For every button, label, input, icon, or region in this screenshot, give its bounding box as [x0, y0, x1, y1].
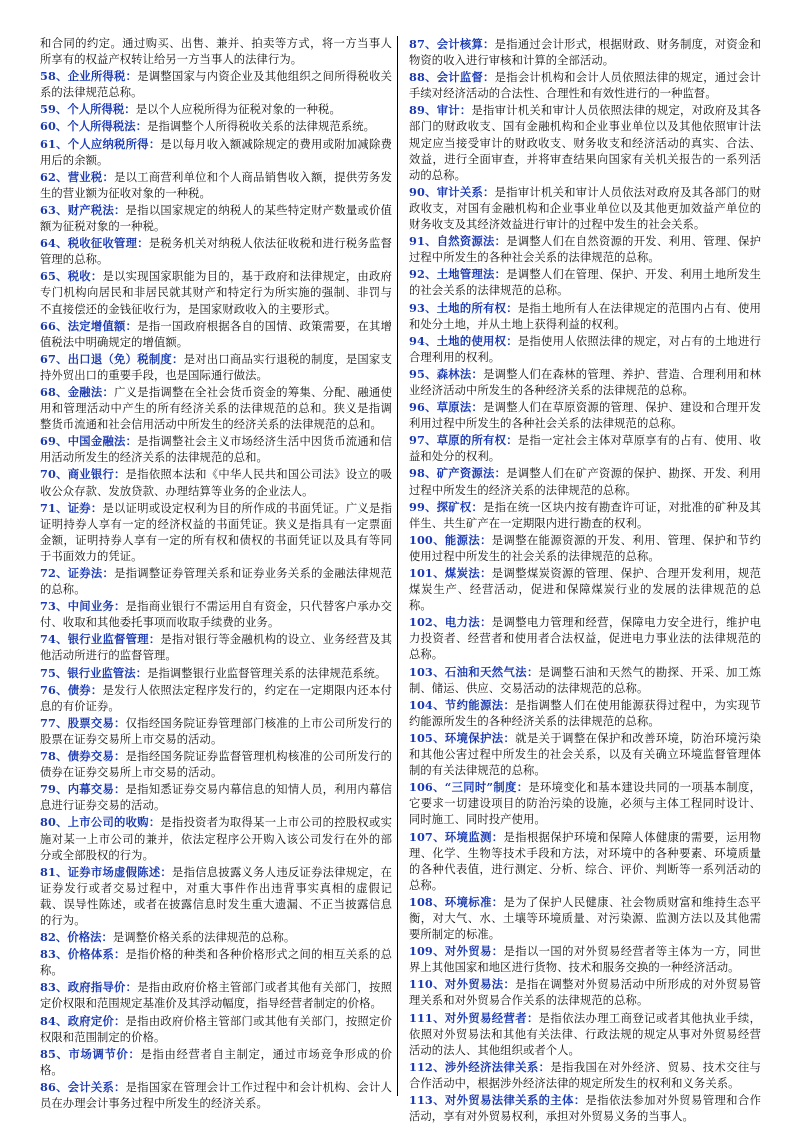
- entry-term: 83、价格体系：: [40, 947, 126, 962]
- entry-description: 是指调整社会主义市场经济生活中因货币流通和信用活动所发生的经济关系的法律规范的总和。: [40, 435, 392, 465]
- definition-entry: [409, 432, 761, 465]
- entry-term: 77、股票交易：: [40, 715, 126, 730]
- entry-description: 是指投资者为取得某一上市公司的控股权或实施对某一上市公司的兼并，依法定程序公开购入该公司发行在外的部分或全部股权的行为。: [40, 816, 392, 862]
- entry-description: 是以个人应税所得为征税对象的一种税。: [135, 103, 341, 117]
- entry-description: 是指调整人们在使用能源获得过程中，为实现节约能源所发生的各种经济关系的法律规范的总称。: [409, 698, 761, 728]
- definition-entry: [409, 1059, 761, 1092]
- entry-term: 66、法定增值额：: [40, 318, 138, 333]
- entry-description: 是调整电力管理和经营，保障电力安全进行，维护电力投资者、经营者和使用者合法权益，促进电力事业法的法律规范的总称。: [409, 616, 761, 662]
- definition-entry: [409, 233, 761, 266]
- definition-entry: [409, 102, 761, 183]
- entry-description: 是指依照本法和《中华人民共和国公司法》设立的吸收公众存款、发放贷款、办理结算等业务的企业法人。: [40, 468, 392, 498]
- entry-term: 79、内幕交易：: [40, 782, 126, 797]
- entry-description: 是以工商营利单位和个人商品销售收入额，提供劳务发生的营业额为征收对象的一种税。: [40, 170, 393, 200]
- entry-term: 70、商业银行：: [40, 467, 126, 482]
- definition-entry: [409, 333, 761, 366]
- entry-term: 102、电力法：: [409, 615, 492, 630]
- definition-entry: [40, 351, 392, 384]
- entry-description: 是调整在能源资源的开发、利用、管理、保护和节约使用过程中所发生的社会关系的法律规范的总称。: [409, 533, 761, 563]
- definition-entry: [409, 69, 761, 102]
- entry-description: 是指以国家规定的纳税人的某些特定财产数量或价值额为征税对象的一种税。: [40, 203, 392, 234]
- entry-term: 74、银行业监督管理：: [40, 632, 161, 647]
- definition-entry: [40, 433, 392, 466]
- definition-entry: [40, 268, 392, 317]
- entry-term: 75、银行业监管法：: [40, 665, 148, 680]
- definition-entry: [409, 399, 761, 432]
- entry-description: 是指在调整对外贸易活动中所形成的对外贸易管理关系和对外贸易合作关系的法律规范的总称。: [409, 978, 761, 1008]
- entry-term: 106、“三同时”制度：: [409, 780, 529, 795]
- definition-entry: [409, 36, 761, 69]
- entry-term: 89、审计：: [409, 103, 472, 118]
- entry-term: 104、节约能源法：: [409, 697, 516, 712]
- entry-term: 63、财产税法：: [40, 202, 126, 217]
- entry-term: 112、涉外经济法律关系：: [409, 1059, 551, 1074]
- entry-term: 62、营业税：: [40, 169, 115, 184]
- entry-description: 是以实现国家职能为目的，基于政府和法律规定，由政府专门机构向居民和非居民就其财产和特定行为所实施的强制、非罚与不直接偿还的金钱征收行为，是国家财政收入的主要形式。: [40, 270, 392, 316]
- entry-description: 是指国家在管理会计工作过程中和会计机构、会计人员在办理会计事务过程中所发生的经济关系。: [40, 1080, 392, 1110]
- definition-entry: [40, 1079, 392, 1112]
- right-column: [409, 36, 761, 1125]
- entry-description: 是指审计机关和审计人员依法对政府及其各部门的财政收支，对国有金融机构和企业事业单位以及其他更加效益产单位的财务收支及其经济效益进行审计的过程中发生的社会关系。: [409, 185, 761, 232]
- entry-term: 71、证券：: [40, 500, 103, 515]
- entry-term: 101、煤炭法：: [409, 566, 492, 580]
- entry-description: 是指依法参加对外贸易管理和合作活动，享有对外贸易权利，承担对外贸易义务的当事人。: [409, 1094, 761, 1124]
- definition-entry: [409, 697, 761, 730]
- entry-description: 是环境变化和基本建设共同的一项基本制度，它要求一切建设项目的防治污染的设施，必须与主体工程同时设计、同时施工、同时投产使用。: [409, 781, 761, 827]
- definition-entry: [409, 184, 761, 233]
- definition-entry: [40, 598, 392, 631]
- definition-entry: [40, 1013, 392, 1046]
- entry-term: 99、探矿权：: [409, 499, 484, 514]
- continued-paragraph: 和合同的约定。通过购买、出售、兼并、拍卖等方式，将一方当事人所享有的权益产权转让给另一方当事人的法律行为。: [40, 37, 392, 67]
- entry-term: 60、个人所得税法：: [40, 119, 148, 134]
- entry-description: 是发行人依照法定程序发行的，约定在一定期限内还本付息的有价证券。: [40, 683, 392, 713]
- entry-description: 是指通过会计形式，根据财政、财务制度，对资金和物资的收入进行审核和计算的全部活动。: [409, 38, 761, 68]
- definition-entry: [409, 614, 761, 663]
- entry-term: 83、政府指导价：: [40, 980, 138, 995]
- entry-term: 85、市场调节价：: [40, 1046, 141, 1061]
- entry-term: 88、会计监督：: [409, 70, 495, 85]
- definition-entry: [40, 202, 392, 235]
- entry-term: 61、个人应纳税所得：: [40, 136, 161, 151]
- entry-term: 86、会计关系：: [40, 1079, 126, 1094]
- entry-term: 95、森林法：: [409, 366, 484, 381]
- entry-description: 是指根据保护环境和保障人体健康的需要，运用物理、化学、生物等技术手段和方法，对环境中的各种要素、环境质量的各种代表值，进行测定、分析、综合、评价、判断等一系列活动的总称。: [409, 830, 761, 892]
- entry-description: 是调整价格关系的法律规范的总称。: [112, 931, 296, 945]
- entry-description: 是指由政府价格主管部门或其他有关部门，按照定价权限和范围制定的价格。: [40, 1014, 392, 1044]
- entry-description: 是指知悉证券交易内幕信息的知情人员，利用内幕信息进行证券交易的活动。: [40, 783, 392, 813]
- entry-term: 93、土地的所有权：: [409, 300, 518, 315]
- entry-description: 是指一定社会主体对草原享有的占有、使用、收益和处分的权利。: [409, 434, 761, 464]
- definition-entry: [40, 169, 392, 202]
- definition-entry: [409, 1010, 761, 1059]
- entry-description: 是为了保护人民健康、社会物质财富和维持生态平衡，对大气、水、土壤等环境质量、对污染源、监测方法以及其他需要所制定的标准。: [409, 895, 761, 942]
- entry-description: 是调整人们在草原资源的管理、保护、建设和合理开发利用过程中所发生的各种社会关系的法律规范的总称。: [409, 401, 762, 431]
- definition-entry: [40, 565, 392, 598]
- entry-term: 58、企业所得税：: [40, 69, 138, 84]
- definition-entry: [40, 715, 392, 748]
- entry-description: 是指审计机关和审计人员依照法律的规定，对政府及其各部门的财政收支、国有金融机构和企业事业单位以及其他依照审计法规定应当接受审计的财政收支、财务收支和经济活动的真实、合法、效益，进行全面审查，并将审查结果向国家有关机关报告的一系列活动的总称。: [409, 104, 761, 182]
- entry-description: 是指依法办理工商登记或者其他执业手续，依照对外贸易法和其他有关法律、行政法规的规定从事对外贸易经营活动的法人、其他组织或者个人。: [409, 1011, 761, 1057]
- entry-term: 92、土地管理法：: [409, 267, 507, 282]
- entry-term: 109、对外贸易：: [409, 944, 504, 959]
- entry-term: 65、税收：: [40, 269, 103, 284]
- entry-term: 90、审计关系：: [409, 184, 495, 199]
- definition-entry: [40, 466, 392, 499]
- entry-term: 105、环境保护法：: [409, 730, 516, 745]
- entry-description: 是指以一国的对外贸易经营者等主体为一方，同世界上其他国家和地区进行货物、技术和服务交换的一种经济活动。: [409, 945, 761, 975]
- entry-term: 72、证券法：: [40, 566, 115, 580]
- entry-term: 97、草原的所有权：: [409, 433, 518, 448]
- definition-entry: [40, 384, 392, 433]
- entry-term: 103、石油和天然气法：: [409, 664, 539, 679]
- definition-entry: [40, 118, 392, 135]
- entry-term: 108、环境标准：: [409, 894, 504, 909]
- entry-description: 是调整石油和天然气的勘探、开采、加工炼制、储运、供应、交易活动的法律规范的总称。: [409, 665, 761, 695]
- entry-term: 111、对外贸易经营者：: [409, 1010, 539, 1025]
- definition-entry: [40, 235, 392, 268]
- entry-term: 81、证券市场虚假陈述：: [40, 864, 173, 879]
- entry-term: 73、中间业务：: [40, 599, 126, 614]
- entry-term: 76、债券：: [40, 682, 103, 697]
- entry-description: 是指由经营者自主制定，通过市场竞争形成的价格。: [40, 1047, 392, 1077]
- definition-entry: [40, 500, 392, 565]
- definition-entry: [40, 318, 392, 351]
- entry-description: 是指在统一区块内按有勘查许可证，对批准的矿种及其伴生、共生矿产在一定期限内进行勘查的权利。: [409, 500, 762, 530]
- entry-term: 87、会计核算：: [409, 37, 495, 51]
- left-column: [40, 36, 392, 1112]
- definition-entry: [40, 101, 392, 118]
- entry-description: 是指我国在对外经济、贸易、技术交往与合作活动中，根据涉外经济法律的规定所发生的权利和义务关系。: [409, 1060, 761, 1090]
- definition-entry: [40, 748, 392, 781]
- definition-entry: [409, 300, 761, 333]
- entry-description: 是对出口商品实行退税的制度，是国家支持外贸出口的重要手段，也是国际通行做法。: [40, 352, 392, 382]
- entry-term: 96、草原法：: [409, 400, 484, 415]
- entry-description: 是指一国政府根据各自的国情、政策需要，在其增值税法中明确规定的增值额。: [40, 319, 392, 349]
- definition-entry: [40, 781, 392, 814]
- definition-entry: [409, 779, 761, 828]
- entry-description: 是指调整证券管理关系和证券业务关系的金融法律规范的总称。: [40, 567, 393, 597]
- entry-term: 82、价格法：: [40, 930, 113, 945]
- definition-entry: [40, 979, 392, 1012]
- definition-entry: [409, 499, 761, 532]
- definition-entry: [40, 946, 392, 979]
- entry-description: 是指调整个人所得税收关系的法律规范系统。: [147, 120, 376, 134]
- entry-term: 98、矿产资源法：: [409, 466, 507, 481]
- entry-term: 107、环境监测：: [409, 829, 504, 844]
- entry-description: 是税务机关对纳税人依法征收税和进行税务监督管理的总称。: [40, 237, 392, 267]
- definition-entry: [40, 665, 392, 682]
- entry-term: 94、土地的使用权：: [409, 333, 518, 348]
- entry-term: 100、能源法：: [409, 532, 492, 547]
- definition-entry: [409, 1092, 761, 1125]
- definition-entry: [409, 894, 761, 943]
- entry-term: 69、中国金融法：: [40, 434, 138, 449]
- definition-entry: [409, 976, 761, 1009]
- definition-entry: [40, 864, 392, 929]
- entry-description: 是调整人们在森林的管理、养护、营造、合理利用和林业经济活动中所发生的各种经济关系的法律规范的总称。: [409, 367, 762, 397]
- entry-description: 是指由政府价格主管部门或者其他有关部门，按照定价权限和范围规定基准价及其浮动幅度，指导经营者制定的价格。: [40, 981, 392, 1011]
- definition-entry: [409, 532, 761, 565]
- entry-term: 59、个人所得税：: [40, 102, 136, 117]
- entry-description: 是以证明或设定权利为目的所作成的书面凭证。广义是指证明持券人享有一定的经济权益的书面凭证。狭义是指具有一定票面金额，证明持券人享有一定的所有权和债权的书面凭证以及具有等同于书面效力的凭证。: [40, 501, 392, 563]
- definition-entry: [40, 814, 392, 863]
- entry-description: 是指土地所有人在法律规定的范围内占有、使用和处分土地，并从土地上获得利益的权利。: [409, 301, 761, 331]
- entry-term: 80、上市公司的收购：: [40, 815, 161, 830]
- definition-entry: [409, 829, 761, 894]
- column-divider: [397, 36, 398, 1096]
- definition-entry: [40, 929, 392, 946]
- entry-term: 110、对外贸易法：: [409, 977, 516, 992]
- definition-entry: [409, 943, 761, 976]
- entry-term: 84、政府定价：: [40, 1013, 126, 1028]
- definition-entry: [409, 730, 761, 779]
- entry-description: 是指会计机构和会计人员依照法律的规定，通过会计手续对经济活动的合法性、合理性和有效性进行的一种监督。: [409, 71, 761, 101]
- entry-description: 仅指经国务院证券管理部门核准的上市公司所发行的股票在证券交易所上市交易的活动。: [40, 716, 392, 746]
- entry-description: 是以每月收入额减除规定的费用或附加减除费用后的余额。: [40, 137, 392, 167]
- definition-entry: [40, 136, 392, 169]
- entry-description: 是指价格的种类和各种价格形式之间的相互关系的总称。: [40, 948, 392, 978]
- entry-description: 是调整人们在自然资源的开发、利用、管理、保护过程中所发生的各种社会关系的法律规范的总称。: [409, 235, 761, 265]
- right-entry-list: [409, 36, 761, 1125]
- entry-description: 是指使用人依照法律的规定，对占有的土地进行合理利用的权利。: [409, 334, 761, 364]
- entry-term: 67、出口退（免）税制度：: [40, 351, 184, 366]
- left-entry-list: [40, 68, 392, 1112]
- entry-description: 广义是指调整在全社会货币资金的筹集、分配、融通使用和管理活动中产生的所有经济关系的法律规范的总和。狭义是指调整货币流通和社会信用活动中所发生的经济关系的法律规范的总和。: [40, 385, 393, 432]
- entry-description: 是指调整银行业监督管理关系的法律规范系统。: [147, 666, 387, 680]
- definition-entry: [409, 465, 761, 498]
- entry-term: 64、税收征收管理：: [40, 236, 149, 251]
- definition-entry: [409, 266, 761, 299]
- entry-description: 是调整煤炭资源的管理、保护、合理开发利用，规范煤炭生产、经营活动，促进和保障煤炭行业的发展的法律规范的总称。: [409, 567, 761, 613]
- entry-description: 是指商业银行不需运用自有资金，只代替客户承办交付、收取和其他委托事项而收取手续费的业务。: [40, 600, 392, 630]
- entry-term: 78、债券交易：: [40, 749, 126, 764]
- entry-description: 是调整人们在矿产资源的保护、勘探、开发、利用过程中所发生的经济关系的法律规范的总称。: [409, 467, 761, 497]
- definition-entry: [409, 565, 761, 614]
- entry-description: 是指信息披露义务人违反证券法律规定，在证券发行或者交易过程中，对重大事件作出违背事实真相的虚假记载、误导性陈述，或者在披露信息时发生重大遗漏、不正当披露信息的行为。: [40, 865, 393, 927]
- entry-description: 是调整人们在管理、保护、开发、利用土地所发生的社会关系的法律规范的总称。: [409, 268, 761, 298]
- entry-term: 91、自然资源法：: [409, 234, 507, 249]
- definition-entry: [40, 631, 392, 664]
- entry-description: 是指经国务院证券监督管理机构核准的公司所发行的债券在证券交易所上市交易的活动。: [40, 750, 392, 780]
- definition-entry: [40, 68, 392, 101]
- definition-entry: [40, 1046, 392, 1079]
- entry-term: 113、对外贸易法律关系的主体：: [409, 1093, 586, 1107]
- definition-entry: [40, 682, 392, 715]
- entry-description: 是指对银行等金融机构的设立、业务经营及其他活动所进行的监督管理。: [40, 633, 392, 663]
- entry-description: 是调整国家与内资企业及其他组织之间所得税收关系的法律规范总称。: [40, 70, 392, 100]
- definition-entry: [409, 664, 761, 697]
- entry-term: 68、金融法：: [40, 384, 115, 399]
- definition-entry: [409, 366, 761, 399]
- entry-description: 就是关于调整在保护和改善环境，防治环境污染和其他公害过程中所发生的社会关系，以及有关确立环境监督管理体制的有关法律规范的总称。: [409, 731, 761, 778]
